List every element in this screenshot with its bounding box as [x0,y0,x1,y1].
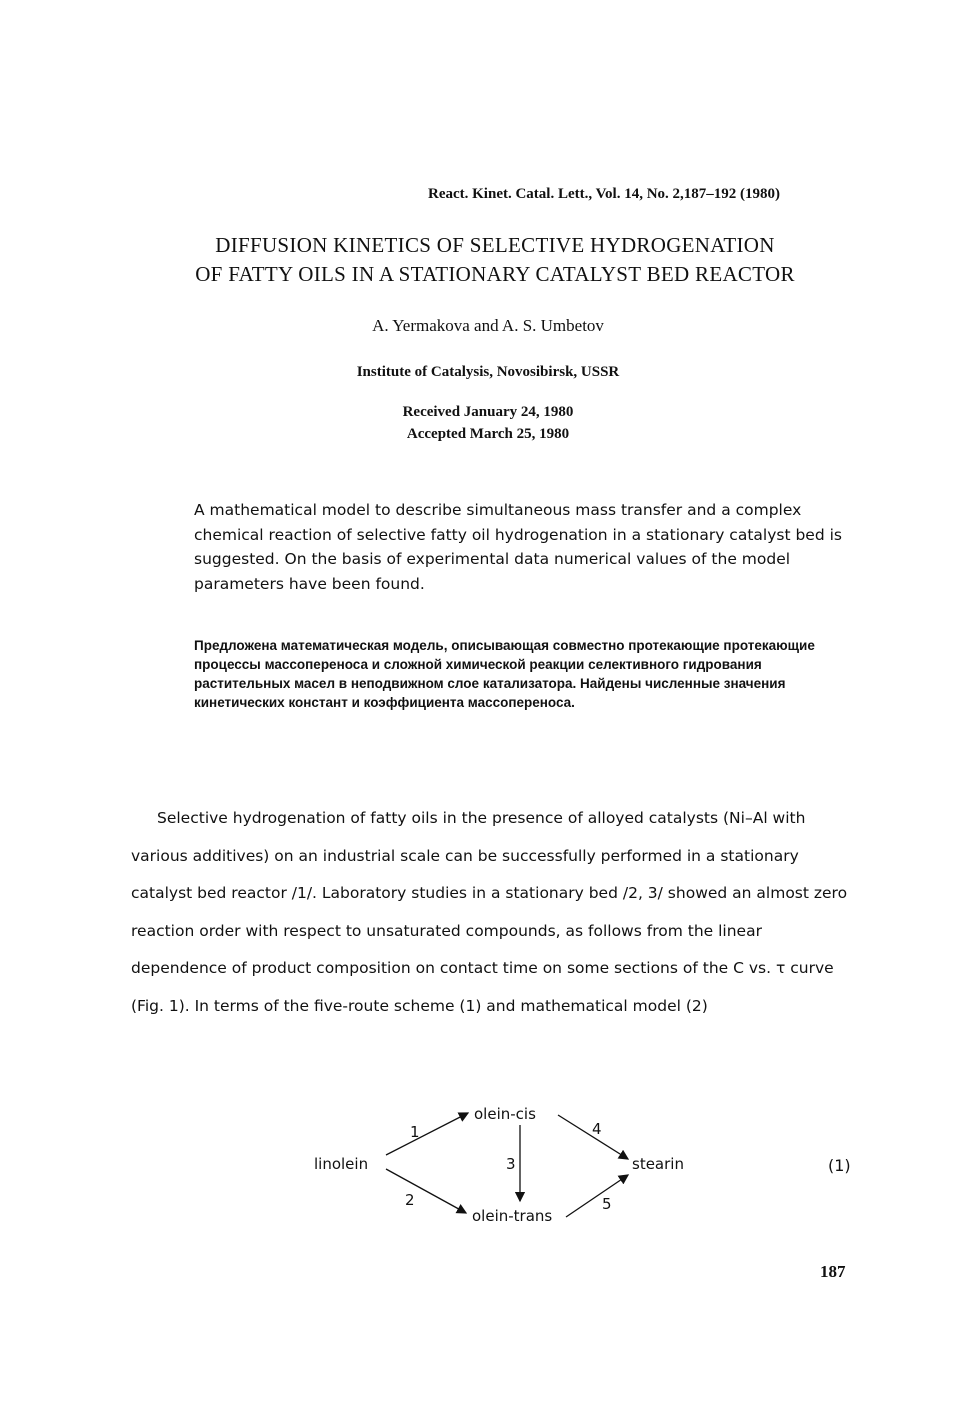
affiliation: Institute of Catalysis, Novosibirsk, USSR [356,364,620,380]
node-stearin: stearin [632,1155,684,1173]
route-label-3: 3 [506,1155,516,1173]
node-linolein: linolein [314,1155,369,1173]
accepted-date: Accepted March 25, 1980 [406,426,570,442]
route-label-2: 2 [405,1191,415,1209]
route-1-arrow [386,1113,468,1155]
node-olein-cis: olein-cis [474,1105,536,1123]
route-label-1: 1 [410,1123,420,1141]
paper-title-line-2: OF FATTY OILS IN A STATIONARY CATALYST BED REACTOR [195,262,795,286]
abstract-english: A mathematical model to describe simultaneous mass transfer and a complex chemical reaction of selective fatty oil hydrogenation in a stationary catalyst bed is suggested. On the basis of experimental data numerical values of the model parameters have been found. [194,501,842,593]
node-olein-trans: olein-trans [472,1207,553,1225]
reaction-scheme-diagram [300,1095,720,1235]
route-5-arrow [566,1175,628,1217]
abstract-russian: Предложена математическая модель, описывающая совместно протекающие протекающие процессы массопереноса и сложной химической реакции селективного гидрования растительных масел в неподвижном слое катализатора. Найдены численные значения кинетических констант и коэффициента массопереноса. [194,638,815,710]
authors: A. Yermakova and A. S. Umbetov [372,316,604,335]
reaction-scheme [300,1095,720,1240]
page-number: 187 [820,1262,846,1281]
body-paragraph: Selective hydrogenation of fatty oils in the presence of alloyed catalysts (Ni–Al with various additives) on an industrial scale can be successfully performed in a stationary catalyst bed reactor /1/. Laboratory studies in a stationary bed /2, 3/ showed an almost zero reaction order with respect to unsaturated compounds, as follows from the linear dependence of product composition on contact time on some sections of the C vs. τ curve (Fig. 1). In terms of the five-route scheme (1) and mathematical model (2) [131,809,848,1015]
paper-title-line-1: DIFFUSION KINETICS OF SELECTIVE HYDROGENATION [215,233,775,257]
route-label-5: 5 [602,1195,612,1213]
route-2-arrow [386,1169,466,1213]
received-date: Received January 24, 1980 [402,404,574,420]
journal-citation: React. Kinet. Catal. Lett., Vol. 14, No. 2,187–192 (1980) [428,186,781,202]
route-label-4: 4 [592,1120,602,1138]
equation-number: (1) [828,1156,851,1175]
